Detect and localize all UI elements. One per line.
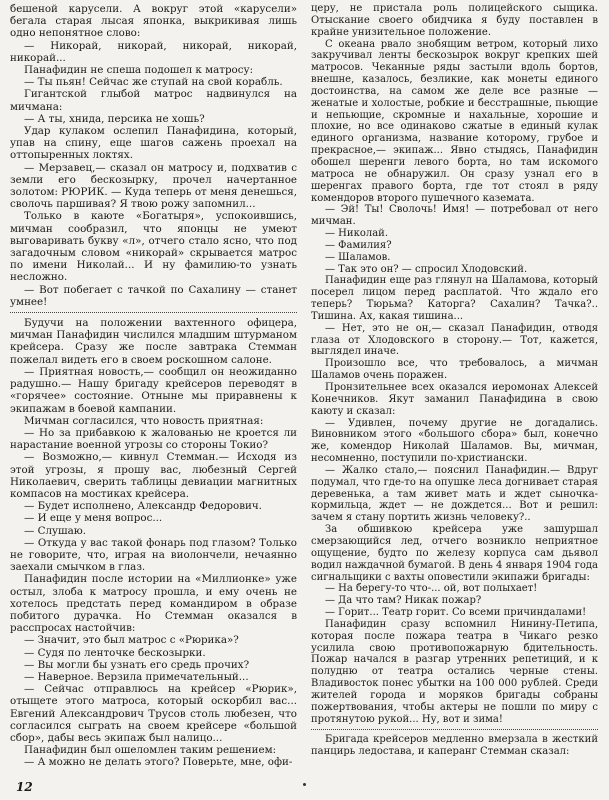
- paragraph: — Да что там? Никак пожар?: [325, 595, 482, 607]
- paragraph: церу, не пристала роль полицейского сыщика. Отыскание своего обидчика я буду поставлен в крайне унизительное положение.: [311, 3, 598, 38]
- paragraph: — Никорай, никорай, никорай, никорай, никорай...: [10, 39, 297, 64]
- paragraph: Только в каюте «Богатыря», успокоившись, мичман сообразил, что японцы не умеют выговаривать букву «л», отчего стало ясно, что под загадочным словом «никорай» скрывается матрос по имени Николай... И ну фамилию-то узнать несложно.: [10, 210, 297, 284]
- paragraph: Гигантской глыбой матрос надвинулся на мичмана:: [10, 88, 297, 113]
- paragraph: — Сейчас отправлюсь на крейсер «Рюрик», отыщете этого матроса, который оскорбил вас... Евгений Александрович Трусов столь любезен, что согласился сыграть на своем крейсере «большой сбор», дабы весь экипаж был налицо...: [10, 683, 297, 744]
- paragraph: Панафидин еще раз глянул на Шаламова, который посерел лицом перед расплатой. Что ждало его теперь? Тюрьма? Каторга? Сахалин? Тачка?.. Тишина. Ах, какая тишина...: [311, 275, 598, 322]
- paragraph: — Ты пьян! Сейчас же ступай на свой корабль.: [24, 76, 283, 89]
- paragraph: бешеной карусели. А вокруг этой «карусели» бегала старая лысая японка, выкрикивая лишь одно непонятное слово:: [10, 3, 297, 40]
- section-divider: [311, 729, 598, 730]
- page-number: 12: [16, 780, 33, 794]
- paragraph: — Мерзавец,— сказал он матросу и, подхватив с земли его бескозырку, прочел начертанное золотом: РЮРИК. — Куда теперь от меня денешься, сволочь паршивая? Я твою рожу запомнил...: [10, 161, 297, 211]
- paragraph: — Значит, это был матрос с «Рюрика»?: [24, 634, 239, 647]
- right-column: [311, 3, 598, 758]
- paragraph: — Нет, это не он,— сказал Панафидин, отводя глаза от Хлодовского в сторону.— Тот, кажется, выглядел иначе.: [311, 322, 598, 358]
- paragraph: Будучи на положении вахтенного офицера, мичман Панафидин числился младшим штурманом крейсера. Сразу же после завтрака Стемман пожелал видеть его в своем роскошном салоне.: [10, 317, 297, 366]
- paragraph: — Эй! Ты! Сволочь! Имя! — потребовал от него мичман.: [311, 204, 598, 228]
- paragraph: Панафидин был ошеломлен таким решением:: [24, 744, 277, 757]
- paragraph: — Горит... Театр горит. Со всеми причиндалами!: [325, 607, 587, 619]
- paragraph: Бригада крейсеров медленно вмерзала в жесткий панцирь ледостава, и каперанг Стемман сказал:: [311, 734, 598, 758]
- left-column: [10, 3, 297, 769]
- paragraph: — Шаламов.: [325, 251, 391, 263]
- paragraph: — Слушаю.: [24, 524, 86, 537]
- paragraph: — На берегу-то что-... ой, вот полыхает!: [325, 583, 538, 595]
- paragraph: — Возможно,— кивнул Стемман.— Исходя из этой угрозы, я прошу вас, любезный Сергей Николаевич, сверить таблицы девиации магнитных компасов на мостиках крейсера.: [10, 451, 297, 500]
- paragraph: — А можно не делать этого? Поверьте, мне, офи-: [24, 756, 293, 769]
- paragraph: — И еще у меня вопрос...: [24, 512, 163, 525]
- paragraph: — Николай.: [325, 228, 388, 240]
- paragraph: — Наверное. Верзила примечательный...: [24, 670, 249, 683]
- paragraph: Удар кулаком ослепил Панафидина, который, упав на спину, еще шагов сажень проехал на оттопыренных локтях.: [10, 125, 297, 162]
- paragraph: Панафидин после истории на «Миллионке» уже остыл, злоба к матросу прошла, и ему очень не хотелось предстать перед командиром в образе побитого дурачка. Но Стемман оказался в расспросах настойчив:: [10, 573, 297, 635]
- paragraph: — Приятная новость,— сообщил он неожиданно радушно.— Нашу бригаду крейсеров переводят в «горячее» состояние. Отныне мы приравнены к экипажам в боевой кампании.: [10, 365, 297, 415]
- center-dot: [303, 783, 306, 786]
- paragraph: — Удивлен, почему другие не догадались. Виновником этого «большого сбора» был, конечно же, комендор Николай Шаламов. Вы, мичман, несомненно, поступили по-христиански.: [311, 417, 598, 465]
- paragraph: — Судя по ленточке бескозырки.: [24, 646, 206, 659]
- paragraph: — Вы могли бы узнать его средь прочих?: [24, 658, 250, 671]
- paragraph: Панафидин сразу вспомнил Нинину-Петипа, которая после пожара театра в Чикаго резко усилила свою противопожарную бдительность. Пожар начался в разгар утренних репетиций, и к полудню от театра остались черные стены. Владивосток понес убытки на 100 000 рублей. Среди жителей города и моряков бригады собраны пожертвования, чтобы актеры не пошли по миру с протянутою рукой... Ну, вот и зима!: [311, 618, 598, 725]
- paragraph: — Так это он? — спросил Хлодовский.: [325, 263, 528, 275]
- paragraph: — Жалко стало,— пояснил Панафидин.— Вдруг подумал, что где-то на опушке леса догнивает старая деревенька, а там живет мать и ждет сыночка-кормильца, ждет — не дождется... Вот и решил: зачем я стану портить жизнь человеку?..: [311, 464, 598, 524]
- paragraph: — А ты, хнида, персика не хошь?: [24, 112, 205, 125]
- paragraph: — Но за прибавкою к жалованью не кроется ли нарастание военной угрозы со стороны Токио?: [10, 426, 297, 452]
- paragraph: Мичман согласился, что новость приятная:: [24, 414, 264, 427]
- paragraph: — Вот побегает с тачкой по Сахалину — станет умнее!: [10, 283, 297, 308]
- paragraph: — Откуда у вас такой фонарь под глазом? Только не говорите, что, играя на виолончели, нечаянно заехали смычком в глаз.: [10, 536, 297, 574]
- paragraph: Панафидин не спеша подошел к матросу:: [24, 64, 254, 77]
- paragraph: За обшивкою крейсера уже зашуршал смерзающийся лед, отчего возникло неприятное ощущение, будто по железу корпуса сам дьявол водил наждачной бумагой. В день 4 января 1904 года сигнальщики с вахты оповестили экипажи бригады:: [311, 524, 598, 583]
- paragraph: — Фамилия?: [325, 239, 392, 251]
- paragraph: С океана рвало знобящим ветром, который лихо закручивал ленты бескозырок вокруг крепких шей матросов. Чеканные ряды застыли вдоль бортов, внешне, казалось, безликие, как монеты единого достоинства, на самом же деле все разные — женатые и холостые, робкие и бесстрашные, пьющие и непьющие, скромные и нахальные, хорошие и плохие, но все одинаково сжатые в единый кулак единого организма, название которому, грубое и прекрасное,— экипаж... Явно стыдясь, Панафидин обошел шеренги левого борта, но там искомого матроса не обнаружил. Он сразу узнал его в шеренгах правого борта, где тот стоял в ряду комендоров второго пушечного каземата.: [311, 38, 598, 204]
- paragraph: Пронзительнее всех оказался иеромонах Алексей Конечников. Якут заманил Панафидина в свою каюту и сказал:: [311, 382, 598, 417]
- paragraph: — Будет исполнено, Александр Федорович.: [24, 500, 262, 513]
- section-divider: [10, 312, 297, 313]
- paragraph: Произошло все, что требовалось, а мичман Шаламов очень поражен.: [311, 358, 598, 382]
